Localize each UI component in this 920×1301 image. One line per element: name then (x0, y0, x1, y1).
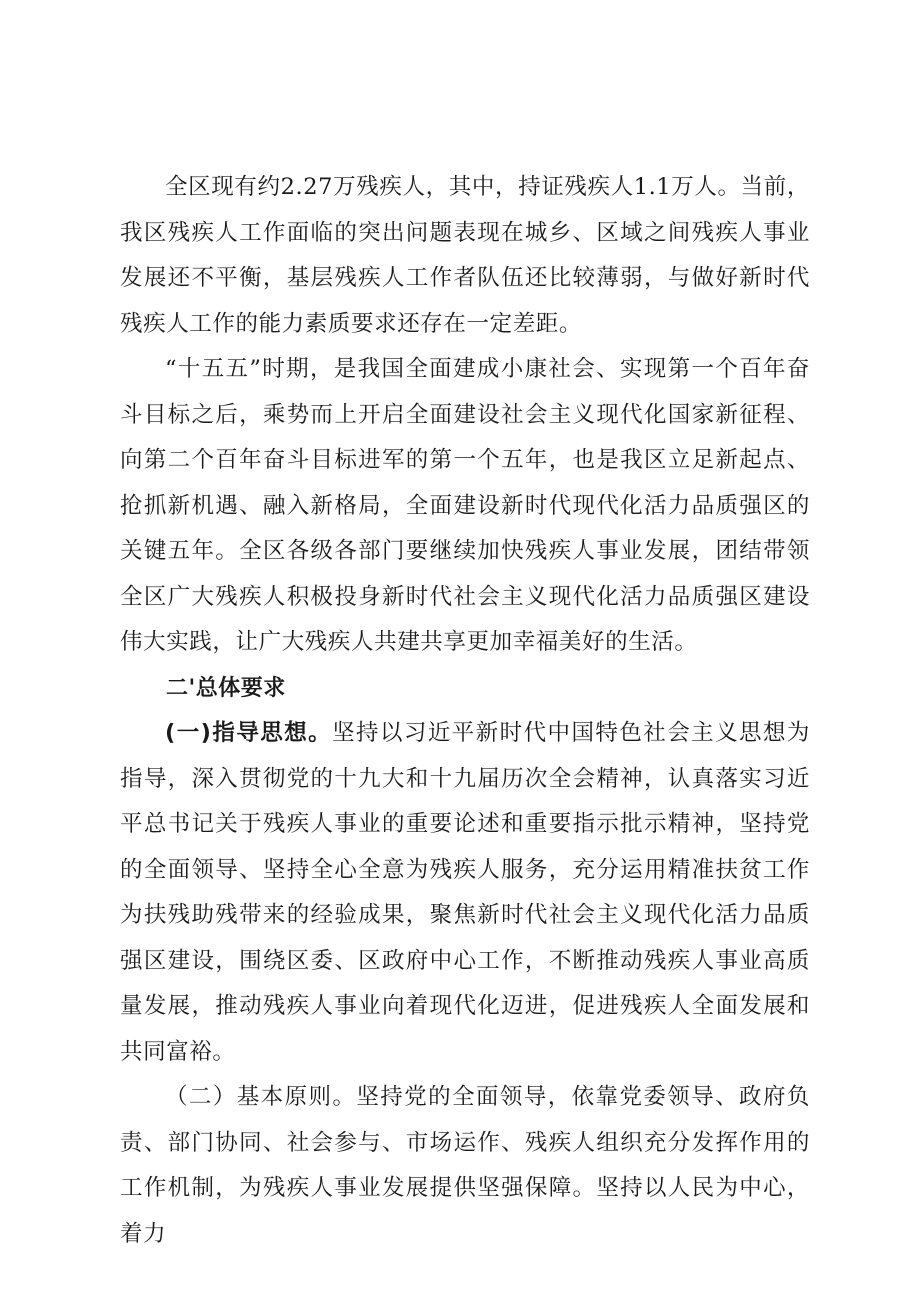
basic-principles-text: 坚持党的全面领导，依靠党委领导、政府负责、部门协同、社会参与、市场运作、残疾人组织充分发挥作用的工作机制，为残疾人事业发展提供坚强保障。坚持以人民为中心，着力 (120, 1084, 810, 1247)
paragraph-guiding-ideology (120, 711, 810, 1075)
guiding-ideology-text: 坚持以习近平新时代中国特色社会主义思想为指导，深入贯彻党的十九大和十九届历次全会精神，认真落实习近平总书记关于残疾人事业的重要论述和重要指示批示精神，坚持党的全面领导、坚持全心全意为残疾人服务，充分运用精准扶贫工作为扶残助残带来的经验成果，聚焦新时代社会主义现代化活力品质强区建设，围绕区委、区政府中心工作，不断推动残疾人事业高质量发展，推动残疾人事业向着现代化迈进，促进残疾人全面发展和共同富裕。 (120, 720, 810, 1065)
paragraph-disabled-population: 全区现有约2.27万残疾人，其中，持证残疾人1.1万人。当前，我区残疾人工作面临的突出问题表现在城乡、区域之间残疾人事业发展还不平衡，基层残疾人工作者队伍还比较薄弱，与做好新时代残疾人工作的能力素质要求还存在一定差距。 (120, 174, 810, 337)
document-body (120, 165, 810, 1257)
paragraph-15th-five-year-period: “十五五”时期，是我国全面建成小康社会、实现第一个百年奋斗目标之后，乘势而上开启全面建设社会主义现代化国家新征程、向第二个百年奋斗目标进军的第一个五年，也是我区立足新起点、抢抓新机遇、融入新格局，全面建设新时代现代化活力品质强区的关键五年。全区各级各部门要继续加快残疾人事业发展，团结带领全区广大残疾人积极投身新时代社会主义现代化活力品质强区建设伟大实践，让广大残疾人共建共享更加幸福美好的生活。 (120, 356, 810, 655)
basic-principles-lead: （二）基本原则。 (165, 1084, 357, 1110)
guiding-ideology-lead: (一)指导思想。 (165, 720, 333, 746)
section-heading-general-requirements: 二'总体要求 (166, 675, 286, 701)
paragraph-basic-principles (120, 1075, 810, 1257)
